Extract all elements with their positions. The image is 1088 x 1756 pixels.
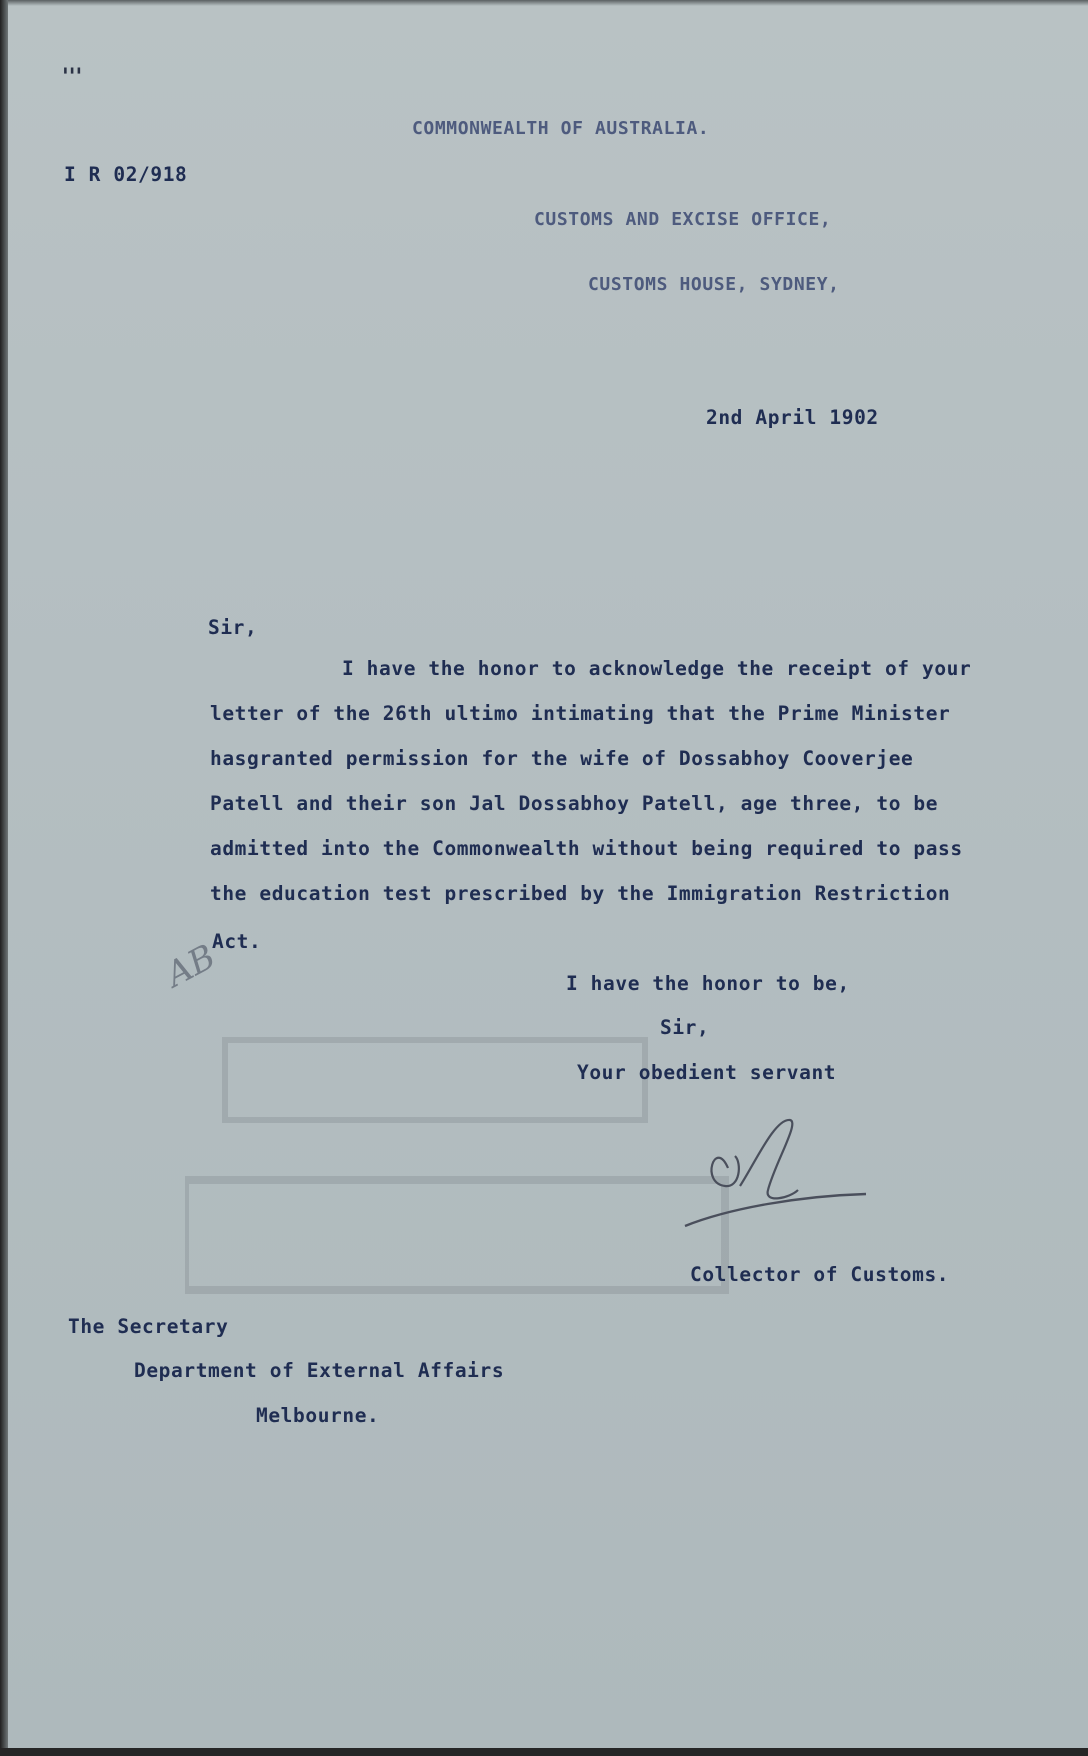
scan-edge-bottom: [0, 1748, 1088, 1756]
letterhead-line-1: COMMONWEALTH OF AUSTRALIA.: [412, 118, 710, 139]
letterhead-line-3: CUSTOMS HOUSE, SYDNEY,: [588, 274, 840, 295]
signature: [680, 1108, 870, 1238]
margin-initials: AB: [159, 936, 223, 996]
closing-line-2: Sir,: [660, 1016, 710, 1039]
corner-mark: ''': [62, 64, 83, 90]
signature-title: Collector of Customs.: [690, 1263, 950, 1286]
salutation: Sir,: [208, 616, 258, 639]
scan-edge-left: [0, 0, 8, 1756]
body-line-2: letter of the 26th ultimo intimating that the Prime Minister: [210, 702, 951, 725]
reference-number: I R 02/918: [64, 163, 188, 186]
addressee-line-3: Melbourne.: [256, 1404, 380, 1427]
body-line-3: hasgranted permission for the wife of Dossabhoy Cooverjee: [210, 747, 914, 770]
closing-line-3: Your obedient servant: [577, 1061, 837, 1084]
letterhead-line-2: CUSTOMS AND EXCISE OFFICE,: [534, 209, 832, 230]
letter-date: 2nd April 1902: [706, 406, 879, 429]
scan-edge-top: [0, 0, 1088, 6]
body-line-6: the education test prescribed by the Immigration Restriction: [210, 882, 951, 905]
closing-line-1: I have the honor to be,: [566, 972, 850, 995]
body-line-7: Act.: [212, 930, 262, 953]
body-line-4: Patell and their son Jal Dossabhoy Patell, age three, to be: [210, 792, 939, 815]
addressee-line-2: Department of External Affairs: [134, 1359, 505, 1382]
body-line-1: I have the honor to acknowledge the receipt of your: [342, 657, 972, 680]
addressee-line-1: The Secretary: [68, 1315, 229, 1338]
body-line-5: admitted into the Commonwealth without being required to pass: [210, 837, 963, 860]
